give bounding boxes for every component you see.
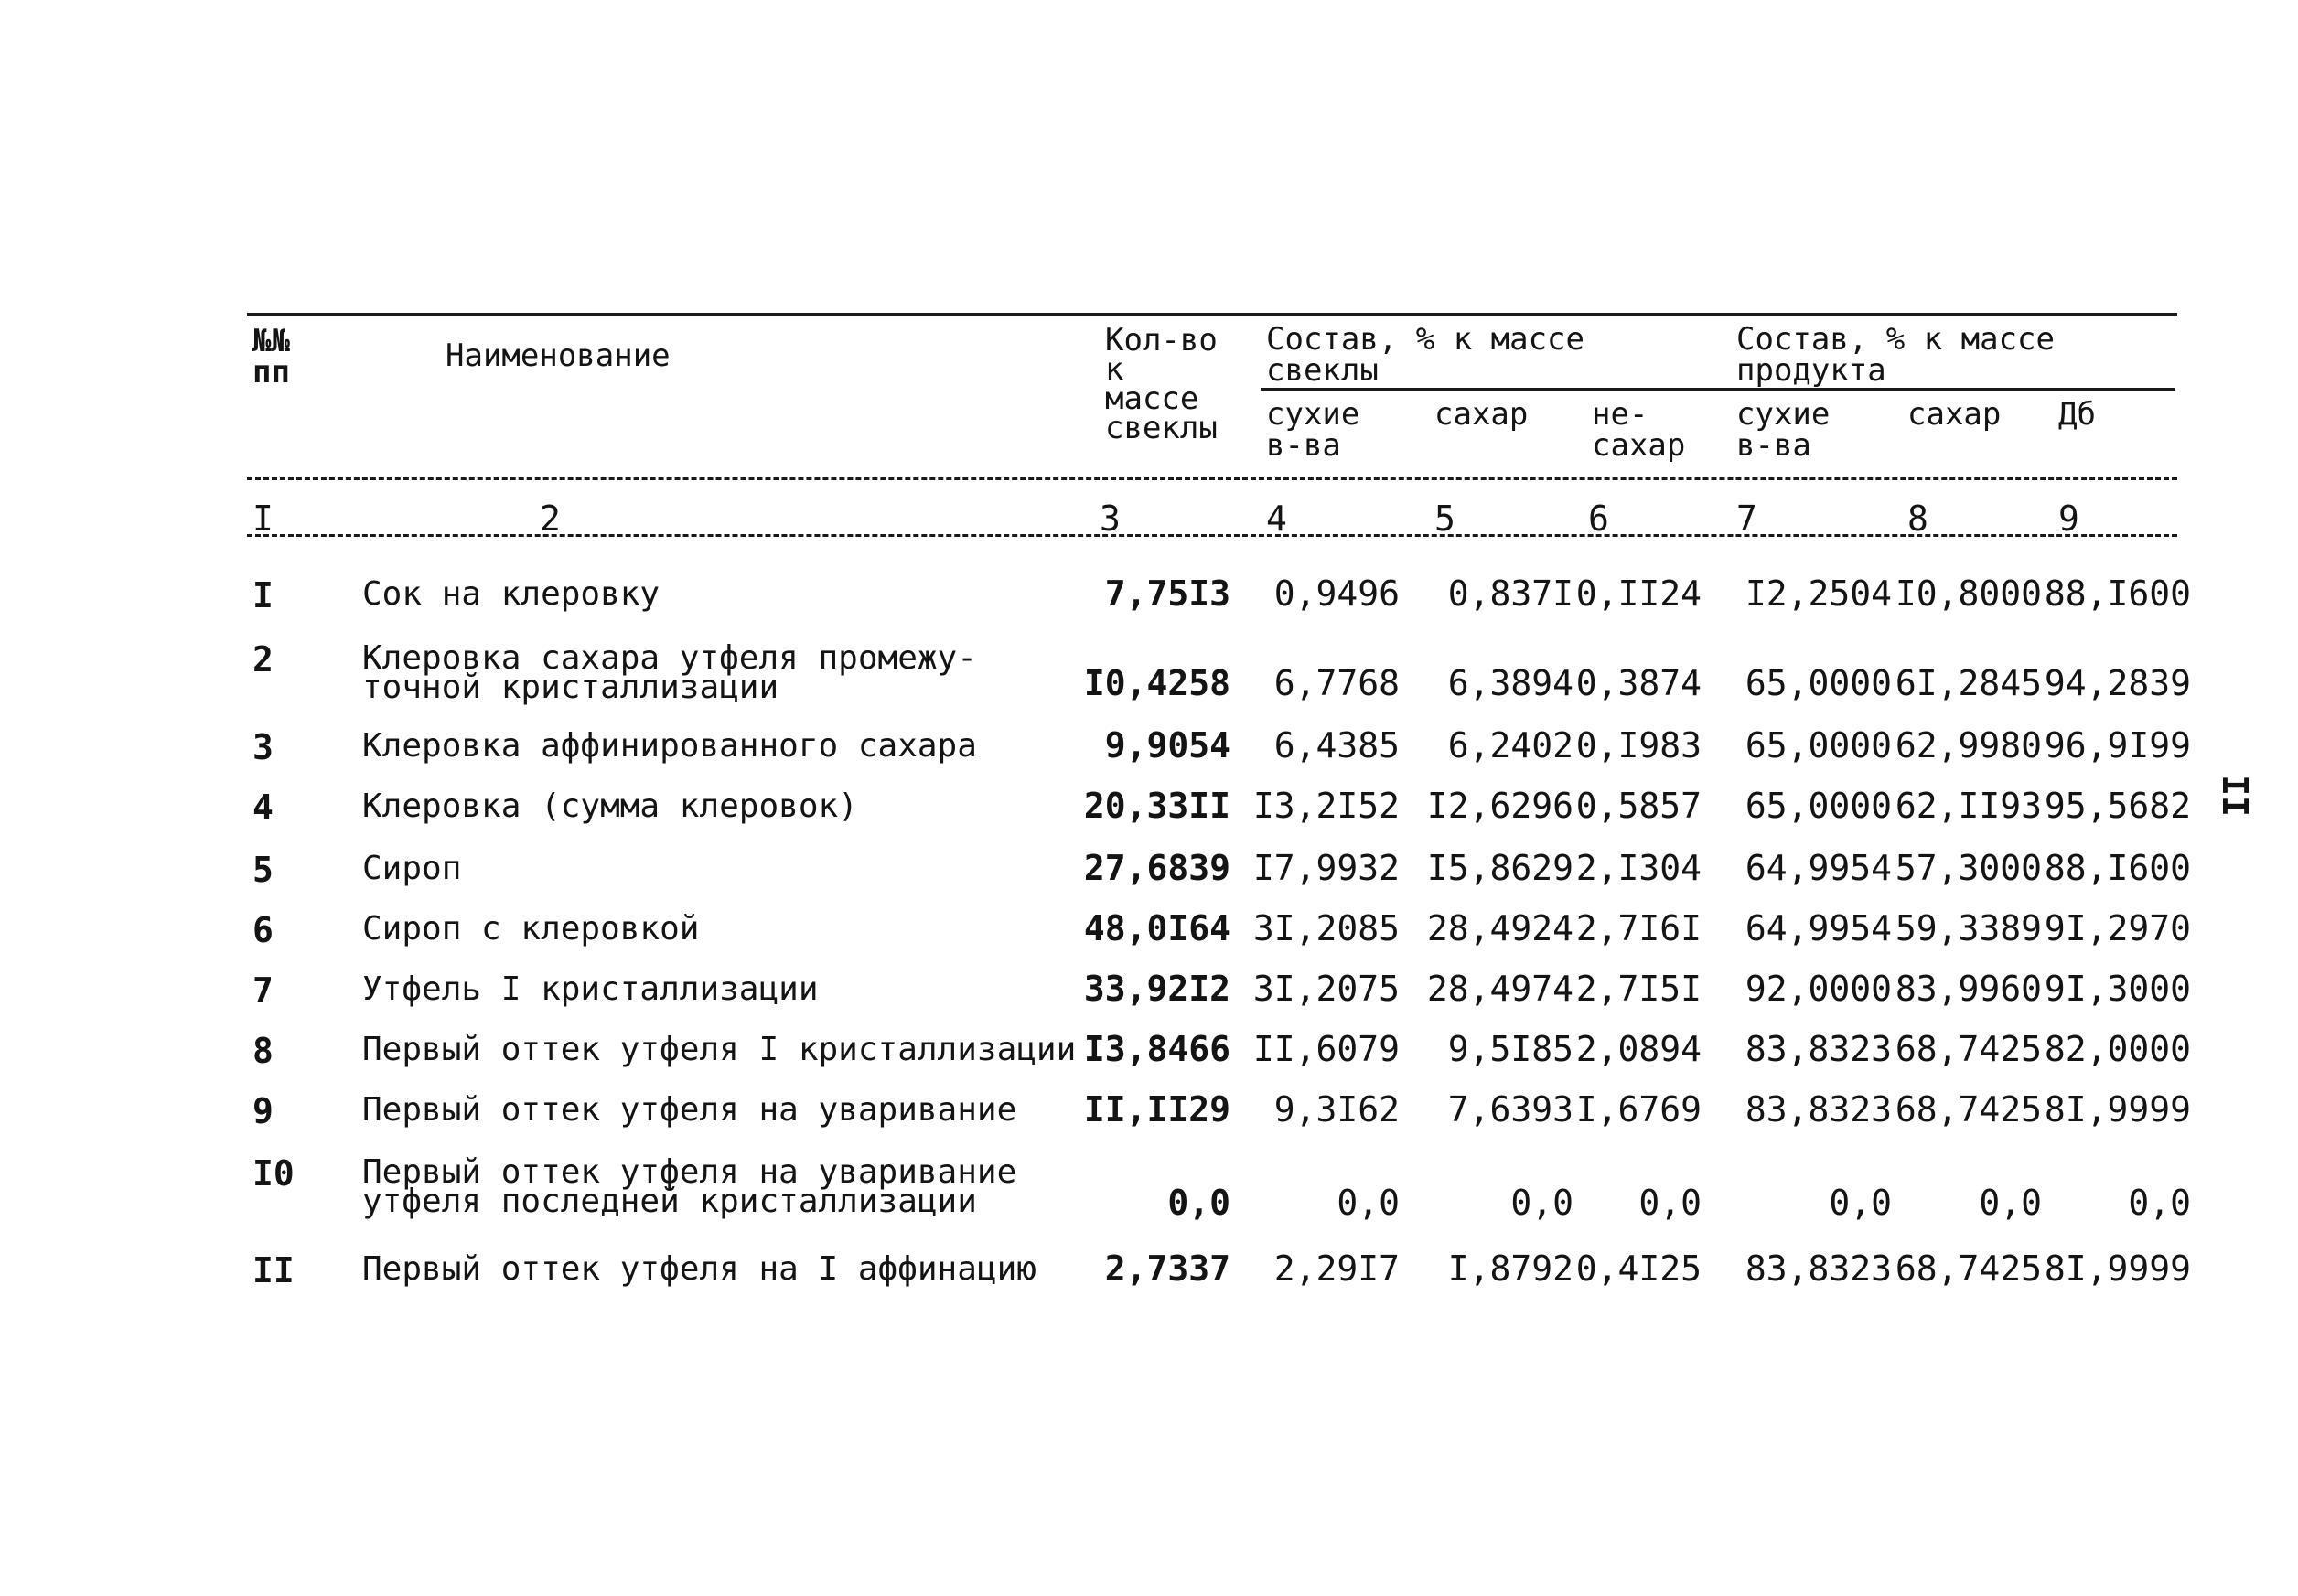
cell-c8: 83,9960 [1895, 969, 2042, 1009]
page-side-mark: II [2214, 775, 2255, 817]
row-number: 3 [252, 727, 274, 767]
row-name: Клеровка (сумма клеровок) [362, 787, 858, 825]
cell-c9: 9I,2970 [2044, 908, 2191, 948]
cell-c9: 8I,9999 [2044, 1089, 2191, 1130]
cell-c6: 0,5857 [1575, 786, 1702, 826]
row-number: 4 [252, 787, 274, 828]
cell-c6: 0,4I25 [1575, 1248, 1702, 1289]
cell-c6: 2,0894 [1575, 1029, 1702, 1069]
header-sugar: сахар [1434, 396, 1529, 433]
cell-c5: 6,3894 [1447, 663, 1573, 703]
cell-c4: II,6079 [1252, 1029, 1400, 1069]
row-name: Сироп с клеровкой [362, 910, 700, 948]
row-number: I [252, 575, 274, 616]
cell-c9: 88,I600 [2044, 573, 2191, 614]
cell-c5: I,8792 [1447, 1248, 1573, 1289]
cell-c7: 83,8323 [1745, 1029, 1892, 1069]
column-number-8: 8 [1907, 498, 1928, 539]
cell-c7: 65,0000 [1745, 725, 1892, 766]
cell-c5: I5,8629 [1426, 848, 1573, 888]
column-number-3: 3 [1100, 498, 1121, 539]
row-number: 8 [252, 1031, 274, 1071]
header-bottom-rule [247, 477, 2177, 480]
cell-c8: 59,3389 [1895, 908, 2042, 948]
cell-c6: 0,3874 [1575, 663, 1702, 703]
cell-c6: 0,0 [1638, 1183, 1702, 1223]
cell-c3: 48,0I64 [1083, 908, 1230, 948]
cell-c7: 83,8323 [1745, 1248, 1892, 1289]
cell-c7: 64,9954 [1745, 908, 1892, 948]
row-name: Клеровка сахара утфеля промежу- точной кристаллизации [362, 639, 977, 706]
cell-c6: 0,II24 [1575, 573, 1702, 614]
column-number-6: 6 [1588, 498, 1609, 539]
row-number: I0 [252, 1153, 295, 1194]
cell-c4: 0,9496 [1273, 573, 1400, 614]
cell-c8: I0,8000 [1895, 573, 2042, 614]
header-name: Наименование [446, 337, 671, 374]
cell-c4: 6,4385 [1273, 725, 1400, 766]
column-number-4: 4 [1266, 498, 1287, 539]
row-name: Сок на клеровку [362, 575, 660, 613]
cell-c4: 2,29I7 [1273, 1248, 1400, 1289]
header-non-sugar: не- сахар [1592, 396, 1686, 464]
cell-c7: I2,2504 [1745, 573, 1892, 614]
cell-c8: 0,0 [1979, 1183, 2042, 1223]
cell-c4: 6,7768 [1273, 663, 1400, 703]
cell-c3: 0,0 [1167, 1183, 1230, 1223]
cell-c5: I2,6296 [1426, 786, 1573, 826]
cell-c3: 20,33II [1083, 786, 1230, 826]
cell-c4: I3,2I52 [1252, 786, 1400, 826]
cell-c3: I3,8466 [1083, 1029, 1230, 1069]
cell-c6: I,6769 [1575, 1089, 1702, 1130]
cell-c6: 2,7I5I [1575, 969, 1702, 1009]
cell-c8: 62,II93 [1895, 786, 2042, 826]
header-composition-product: Состав, % к массе продукта [1736, 321, 2055, 389]
cell-c9: 82,0000 [2044, 1029, 2191, 1069]
column-number-5: 5 [1434, 498, 1455, 539]
row-name: Первый оттек утфеля на уваривание [362, 1091, 1017, 1129]
cell-c8: 68,7425 [1895, 1089, 2042, 1130]
cell-c4: 3I,2085 [1252, 908, 1400, 948]
row-number: 9 [252, 1091, 274, 1131]
table-top-rule [247, 313, 2177, 316]
row-number: II [252, 1250, 295, 1291]
cell-c9: 94,2839 [2044, 663, 2191, 703]
cell-c7: 0,0 [1829, 1183, 1892, 1223]
cell-c9: 9I,3000 [2044, 969, 2191, 1009]
cell-c3: 27,6839 [1083, 848, 1230, 888]
row-number: 5 [252, 850, 274, 890]
cell-c6: 0,I983 [1575, 725, 1702, 766]
header-composition-beet: Состав, % к массе свеклы [1266, 321, 1584, 389]
cell-c8: 57,3000 [1895, 848, 2042, 888]
cell-c5: 9,5I85 [1447, 1029, 1573, 1069]
cell-c4: I7,9932 [1252, 848, 1400, 888]
cell-c9: 8I,9999 [2044, 1248, 2191, 1289]
column-number-9: 9 [2058, 498, 2079, 539]
cell-c3: II,II29 [1083, 1089, 1230, 1130]
row-name: Утфель I кристаллизации [362, 970, 819, 1008]
header-purity: Дб [2058, 396, 2096, 433]
cell-c9: 0,0 [2128, 1183, 2191, 1223]
cell-c5: 7,6393 [1447, 1089, 1573, 1130]
column-number-rule [247, 534, 2177, 537]
cell-c7: 65,0000 [1745, 786, 1892, 826]
cell-c7: 83,8323 [1745, 1089, 1892, 1130]
cell-c5: 0,837I [1447, 573, 1573, 614]
cell-c7: 65,0000 [1745, 663, 1892, 703]
cell-c3: 9,9054 [1104, 725, 1230, 766]
header-quantity: Кол-во к массе свеклы [1105, 322, 1218, 446]
cell-c4: 9,3I62 [1273, 1089, 1400, 1130]
cell-c6: 2,7I6I [1575, 908, 1702, 948]
cell-c8: 68,7425 [1895, 1029, 2042, 1069]
header-sugar-product: сахар [1907, 396, 2002, 433]
row-name: Первый оттек утфеля на I аффинацию [362, 1250, 1036, 1288]
beet-group-underline [1261, 388, 2175, 391]
cell-c8: 6I,2845 [1895, 663, 2042, 703]
cell-c9: 96,9I99 [2044, 725, 2191, 766]
cell-c6: 2,I304 [1575, 848, 1702, 888]
cell-c9: 88,I600 [2044, 848, 2191, 888]
cell-c7: 92,0000 [1745, 969, 1892, 1009]
cell-c8: 68,7425 [1895, 1248, 2042, 1289]
row-number: 7 [252, 970, 274, 1011]
cell-c7: 64,9954 [1745, 848, 1892, 888]
column-number-2: 2 [540, 498, 561, 539]
row-name: Клеровка аффинированного сахара [362, 727, 977, 765]
cell-c3: 33,92I2 [1083, 969, 1230, 1009]
row-name: Первый оттек утфеля I кристаллизации [362, 1031, 1077, 1068]
cell-c5: 6,2402 [1447, 725, 1573, 766]
row-name: Сироп [362, 850, 462, 887]
cell-c5: 28,4924 [1426, 908, 1573, 948]
header-dry-matter: сухие в-ва [1266, 396, 1360, 464]
cell-c3: I0,4258 [1083, 663, 1230, 703]
row-name: Первый оттек утфеля на уваривание утфеля последней кристаллизации [362, 1153, 1017, 1220]
column-number-1: I [252, 498, 274, 539]
header-dry-matter-product: сухие в-ва [1736, 396, 1831, 464]
cell-c5: 0,0 [1510, 1183, 1573, 1223]
row-number: 2 [252, 639, 274, 680]
cell-c5: 28,4974 [1426, 969, 1573, 1009]
cell-c4: 3I,2075 [1252, 969, 1400, 1009]
cell-c3: 7,75I3 [1104, 573, 1230, 614]
row-number: 6 [252, 910, 274, 950]
cell-c3: 2,7337 [1104, 1248, 1230, 1289]
cell-c4: 0,0 [1337, 1183, 1400, 1223]
cell-c8: 62,9980 [1895, 725, 2042, 766]
column-number-7: 7 [1736, 498, 1757, 539]
header-number: №№ пп [252, 323, 290, 391]
cell-c9: 95,5682 [2044, 786, 2191, 826]
